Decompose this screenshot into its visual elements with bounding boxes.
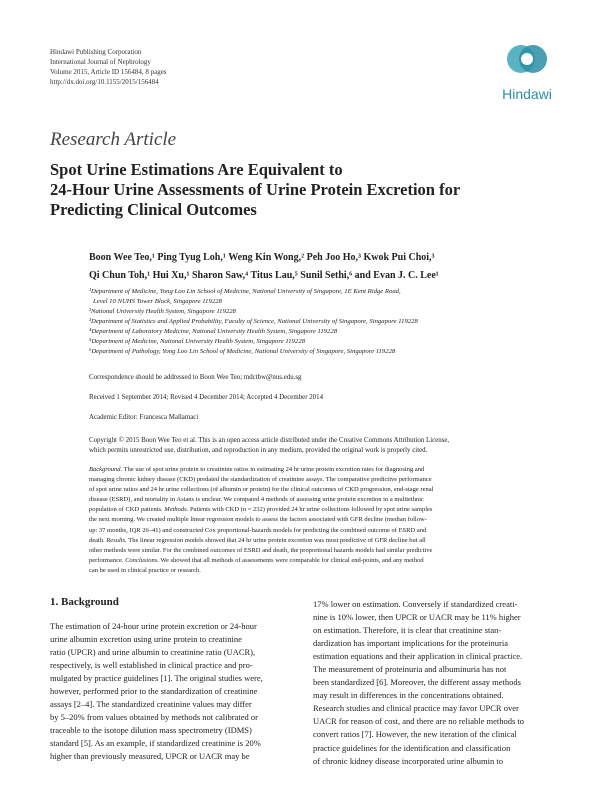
hindawi-logo-text: Hindawi <box>502 86 552 102</box>
affiliation: ⁴Department of Laboratory Medicine, National University Health System, Singapore 119228 <box>89 328 338 335</box>
body-line: by 5–20% from values obtained by methods not calibrated or <box>50 712 258 723</box>
body-line: urine albumin excretion using urine protein to creatinine <box>50 634 242 645</box>
author-list <box>89 249 569 285</box>
body-line: of chronic kidney disease incorporated urine albumin to <box>313 755 504 766</box>
body-line: mulgated by practice guidelines [1]. The original studies were, <box>50 673 263 684</box>
abstract-line: performance. Conclusions. We showed that all methods of assessments were comparable for clinical end-points, and any method <box>89 556 424 564</box>
authors-line: Qi Chun Toh,¹ Hui Xu,¹ Sharon Saw,⁴ Titus Lau,⁵ Sunil Sethi,⁶ and Evan J. C. Lee¹ <box>89 270 439 281</box>
body-line: 17% lower on estimation. Conversely if standardized creati- <box>313 599 518 609</box>
title-line: Predicting Clinical Outcomes <box>50 200 257 219</box>
affiliations <box>89 287 569 357</box>
body-line: respectively, is well established in clinical practice and pro- <box>50 660 253 671</box>
volume-info: Volume 2015, Article ID 156484, 8 pages <box>50 68 167 76</box>
affiliation: ⁶Department of Pathology, Yong Loo Lin School of Medicine, National University of Singapore, Singapore 119228 <box>89 348 396 355</box>
affiliation: ³Department of Statistics and Applied Probability, Faculty of Science, National University of Singapore, Singapore 119228 <box>89 318 418 325</box>
body-line: higher than previously measured, UPCR or UACR may be <box>50 751 250 762</box>
academic-editor: Academic Editor: Francesca Mallamaci <box>89 414 199 421</box>
abstract-line: up: 37 months, IQR 26–41) and constructed Cox proportional-hazards models for predicting the combined outcome of ESRD and <box>89 526 427 534</box>
body-line: ratio (UPCR) and urine albumin to creatinine ratio (UACR), <box>50 647 256 658</box>
abstract-line: other methods were similar. For the combined outcomes of ESRD and death, the proportional hazards models had similar predictive <box>89 546 433 554</box>
body-line: The measurement of proteinuria and albuminuria has not <box>313 664 507 675</box>
body-line: been standardized [6]. Moreover, the different assay methods <box>313 677 521 688</box>
body-line: estimation equations and their application in clinical practice. <box>313 651 523 662</box>
copyright-notice <box>89 436 561 456</box>
body-line: UACR for reason of cost, and there are no reliable methods to <box>313 716 525 727</box>
affiliation: Level 10 NUHS Tower Block, Singapore 119228 <box>93 298 222 305</box>
abstract-line: managing chronic kidney disease (CKD) predated the standardization of creatinine assays. The comparative predictive performance <box>89 476 432 484</box>
correspondence: Correspondence should be addressed to Boon Wee Teo; mdctbw@nus.edu.sg <box>89 374 302 381</box>
abstract-line: disease (ESRD), and mortality in Asians is unclear. We compared 4 methods of assessing urine protein excretion in a multiethnic <box>89 496 424 504</box>
affiliation: ⁵Department of Medicine, National University Health System, Singapore 119228 <box>89 338 305 345</box>
body-line: practice guidelines for the identification and classification <box>313 742 511 753</box>
abstract-line: population of CKD patients. Methods. Patients with CKD (n = 232) provided 24 hr urine collections followed by spot urine samples <box>89 506 433 514</box>
body-column-left <box>50 620 295 764</box>
copyright-line: Copyright © 2015 Boon Wee Teo et al. This is an open access article distributed under the Creative Commons Attribution License, <box>89 437 450 444</box>
article-title <box>50 160 560 220</box>
affiliation: ²National University Health System, Singapore 119228 <box>89 308 236 315</box>
abstract-line: can be used in clinical practice or research. <box>89 566 201 574</box>
title-line: 24-Hour Urine Assessments of Urine Protein Excretion for <box>50 180 461 199</box>
body-line: traceable to the isotope dilution mass spectrometry (IDMS) <box>50 725 252 736</box>
title-line: Spot Urine Estimations Are Equivalent to <box>50 160 343 179</box>
abstract-line: death. Results. The linear regression models showed that 24 hr urine protein excretion was most predictive of GFR decline but all <box>89 536 426 544</box>
history-dates: Received 1 September 2014; Revised 4 December 2014; Accepted 4 December 2014 <box>89 394 324 401</box>
body-line: standard [5]. As an example, if standardized creatinine is 20% <box>50 738 261 749</box>
abstract-line: of spot urine ratios and 24 hr urine collections (of albumin or protein) for the clinical outcomes of CKD progression, end-stage renal <box>89 486 434 494</box>
body-line: convert ratios [7]. However, the new iteration of the clinical <box>313 729 517 740</box>
body-column-right <box>313 598 558 768</box>
publisher: Hindawi Publishing Corporation <box>50 48 142 56</box>
section-heading: 1. Background <box>50 596 119 608</box>
body-line: The estimation of 24-hour urine protein excretion or 24-hour <box>50 621 257 631</box>
abstract-line: the next morning. We created multiple linear regression models to assess the factors associated with GFR decline (median follow- <box>89 516 427 524</box>
article-type: Research Article <box>50 129 177 150</box>
body-line: dardization has important implications for the proteinuria <box>313 638 508 649</box>
abstract-line: Background. The use of spot urine protein to creatinine ratios in estimating 24 hr urine protein excretion rates for diagnosing and <box>89 466 425 473</box>
journal-name: International Journal of Nephrology <box>50 58 151 66</box>
journal-header <box>50 47 167 87</box>
doi-link[interactable]: http://dx.doi.org/10.1155/2015/156484 <box>50 78 159 86</box>
body-line: assays [2–4]. The standardized creatinine values may differ <box>50 699 252 710</box>
body-line: however, performed prior to the standardization of creatinine <box>50 686 258 697</box>
body-line: nine is 10% lower, then UPCR or UACR may be 11% higher <box>313 612 521 623</box>
abstract <box>89 465 561 576</box>
body-line: Research studies and clinical practice may favor UPCR over <box>313 703 519 714</box>
authors-line: Boon Wee Teo,¹ Ping Tyug Loh,¹ Weng Kin Wong,² Peh Joo Ho,³ Kwok Pui Choi,³ <box>89 252 435 263</box>
hindawi-logo-icon <box>496 42 558 86</box>
hindawi-logo <box>496 42 558 108</box>
body-line: may result in differences in the concentrations obtained. <box>313 690 504 701</box>
body-line: on estimation. Therefore, it is clear that creatinine stan- <box>313 625 502 636</box>
affiliation: ¹Department of Medicine, Yong Loo Lin School of Medicine, National University of Singapore, 1E Kent Ridge Road, <box>89 288 401 295</box>
copyright-line: which permits unrestricted use, distribution, and reproduction in any medium, provided the original work is properly cited. <box>89 447 428 454</box>
